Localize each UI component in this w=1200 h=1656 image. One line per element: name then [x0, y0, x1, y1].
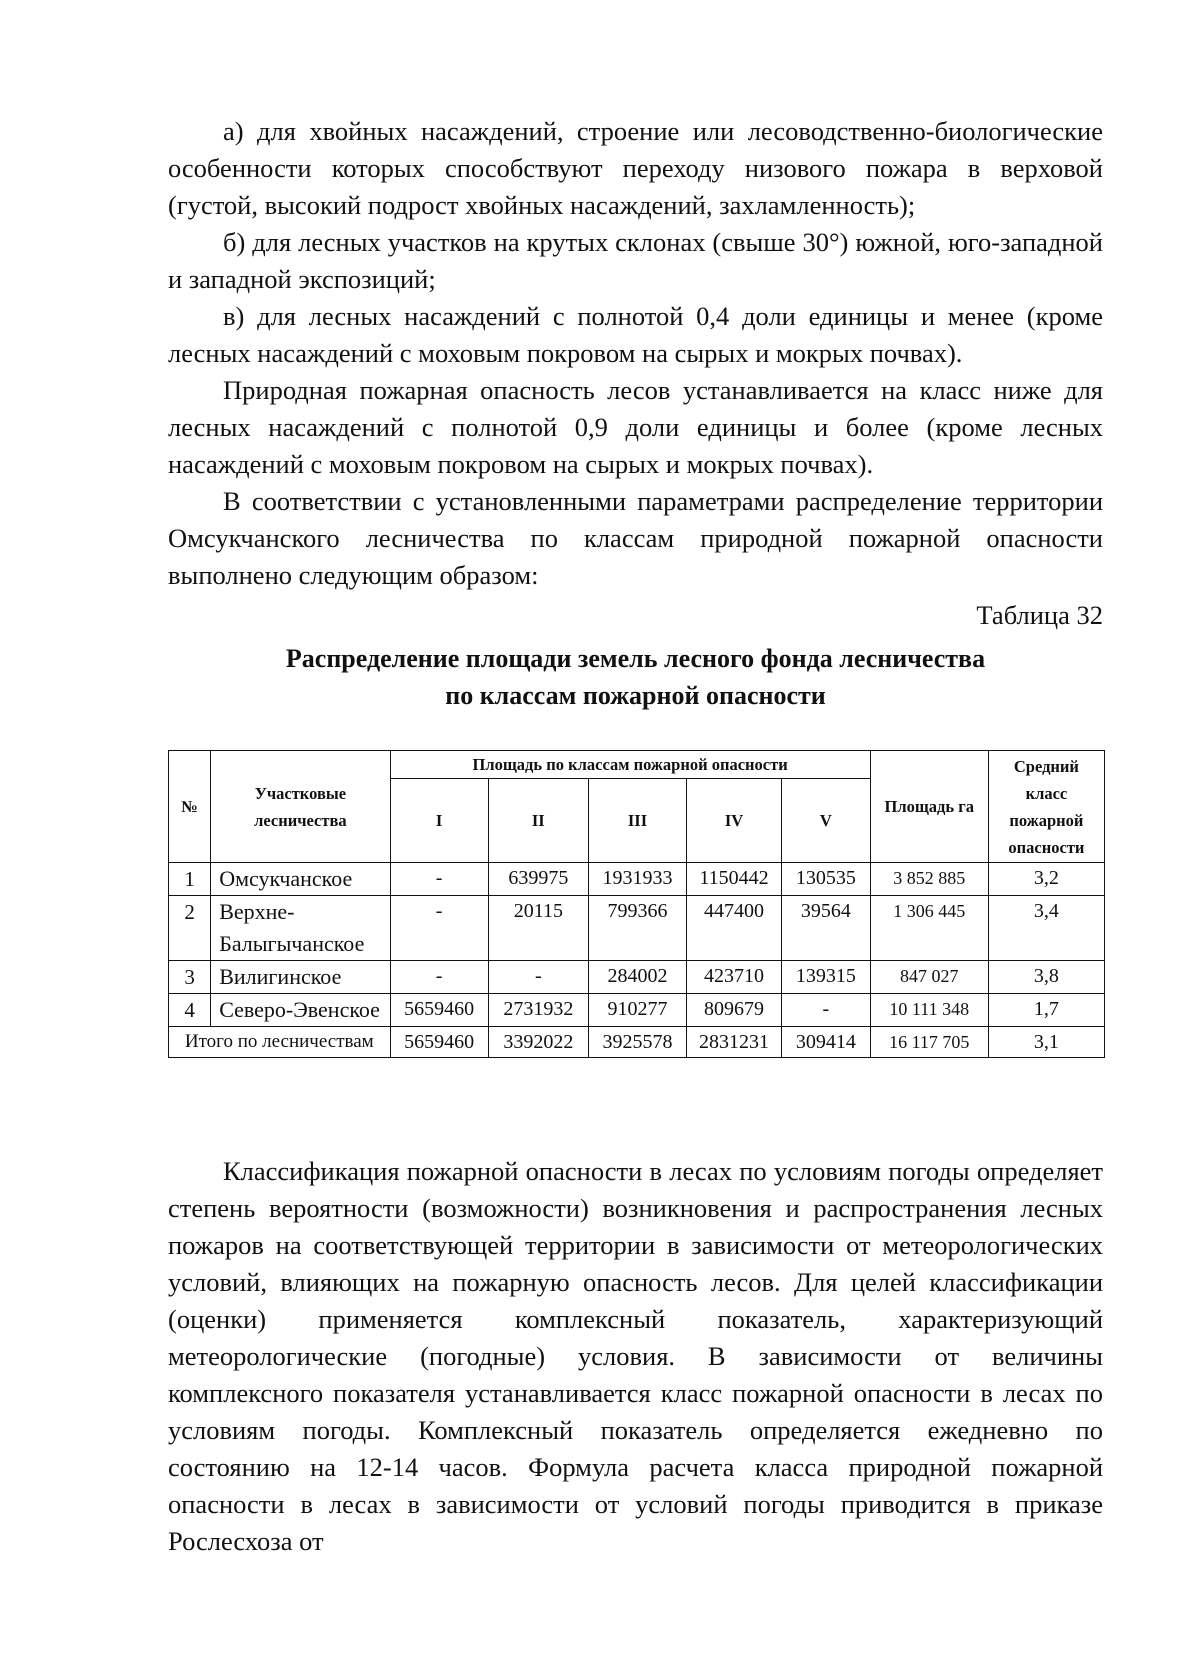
cell-avg: 3,2 — [988, 863, 1104, 896]
header-area: Площадь га — [870, 751, 988, 863]
cell-num: 2 — [169, 896, 211, 961]
header-class-5: V — [782, 779, 871, 863]
cell-class-5: 130535 — [782, 863, 871, 896]
cell-area: 847 027 — [870, 961, 988, 994]
table-row — [169, 896, 1105, 961]
cell-class-3: 799366 — [588, 896, 686, 961]
cell-class-5: - — [782, 994, 871, 1027]
paragraph-e: В соответствии с установленными параметрами распределение территории Омсукчанского лесничества по классам природной пожарной опасности выполнено следующим образом: — [168, 486, 1103, 590]
cell-class-1: 5659460 — [390, 994, 488, 1027]
cell-class-4: 1150442 — [687, 863, 782, 896]
table-row — [169, 961, 1105, 994]
paragraph-d: Природная пожарная опасность лесов устанавливается на класс ниже для лесных насаждений с полнотой 0,9 доли единицы и более (кроме лесных насаждений с моховым покровом на сырых и мокрых почвах). — [168, 375, 1103, 479]
cell-class-1: - — [390, 896, 488, 961]
cell-class-5: 39564 — [782, 896, 871, 961]
total-class-5: 309414 — [782, 1027, 871, 1058]
cell-num: 3 — [169, 961, 211, 994]
total-label: Итого по лесничествам — [169, 1027, 391, 1058]
cell-class-4: 809679 — [687, 994, 782, 1027]
table-header-row-1 — [169, 751, 1105, 779]
cell-class-2: 20115 — [488, 896, 588, 961]
cell-class-1: - — [390, 961, 488, 994]
header-avg: Средний класс пожарной опасности — [988, 751, 1104, 863]
total-class-3: 3925578 — [588, 1027, 686, 1058]
header-class-1: I — [390, 779, 488, 863]
cell-class-2: 2731932 — [488, 994, 588, 1027]
table-number: Таблица 32 — [976, 600, 1103, 630]
table-row — [169, 863, 1105, 896]
closing-paragraph-block — [168, 1153, 1103, 1560]
header-classes-group: Площадь по классам пожарной опасности — [390, 751, 870, 779]
cell-class-3: 1931933 — [588, 863, 686, 896]
cell-class-1: - — [390, 863, 488, 896]
paragraph-b: б) для лесных участков на крутых склонах (свыше 30°) южной, юго-западной и западной экспозиций; — [168, 227, 1103, 294]
total-class-1: 5659460 — [390, 1027, 488, 1058]
cell-class-4: 447400 — [687, 896, 782, 961]
cell-area: 10 111 348 — [870, 994, 988, 1027]
header-class-3: III — [588, 779, 686, 863]
total-area: 16 117 705 — [870, 1027, 988, 1058]
cell-name: Омсукчанское — [211, 863, 390, 896]
total-class-2: 3392022 — [488, 1027, 588, 1058]
table-total-row — [169, 1027, 1105, 1058]
table-title-line-2: по классам пожарной опасности — [445, 681, 826, 710]
cell-avg: 3,8 — [988, 961, 1104, 994]
header-name: Участковые лесничества — [211, 751, 390, 863]
cell-avg: 1,7 — [988, 994, 1104, 1027]
table-title — [168, 640, 1103, 714]
cell-area: 1 306 445 — [870, 896, 988, 961]
total-avg: 3,1 — [988, 1027, 1104, 1058]
header-class-2: II — [488, 779, 588, 863]
cell-class-2: - — [488, 961, 588, 994]
cell-class-3: 910277 — [588, 994, 686, 1027]
paragraph-c: в) для лесных насаждений с полнотой 0,4 доли единицы и менее (кроме лесных насаждений с моховым покровом на сырых и мокрых почвах). — [168, 301, 1103, 368]
table-title-line-1: Распределение площади земель лесного фонда лесничества — [285, 644, 986, 673]
paragraph-f: Классификация пожарной опасности в лесах по условиям погоды определяет степень вероятности (возможности) возникновения и распространения лесных пожаров на соответствующей территории в зависимости от метеорологических условий, влияющих на пожарную опасность лесов. Для целей классификации (оценки) применяется комплексный показатель, характеризующий метеорологические (погодные) условия. В зависимости от величины комплексного показателя устанавливается класс пожарной опасности в лесах по условиям погоды. Комплексный показатель определяется ежедневно по состоянию на 12-14 часов. Формула расчета класса природной пожарной опасности в лесах в зависимости от условий погоды приводится в приказе Рослесхоза от — [168, 1156, 1103, 1556]
cell-name: Северо-Эвенское — [211, 994, 390, 1027]
table-row — [169, 994, 1105, 1027]
cell-class-3: 284002 — [588, 961, 686, 994]
cell-num: 1 — [169, 863, 211, 896]
intro-paragraphs — [168, 113, 1103, 594]
fire-class-table — [168, 750, 1105, 1058]
cell-area: 3 852 885 — [870, 863, 988, 896]
header-class-4: IV — [687, 779, 782, 863]
cell-class-2: 639975 — [488, 863, 588, 896]
paragraph-a: а) для хвойных насаждений, строение или лесоводственно-биологические особенности которых способствуют переходу низового пожара в верховой (густой, высокий подрост хвойных насаждений, захламленность); — [168, 116, 1103, 220]
cell-class-4: 423710 — [687, 961, 782, 994]
header-num: № — [169, 751, 211, 863]
cell-avg: 3,4 — [988, 896, 1104, 961]
cell-name: Верхне-Балыгычанское — [211, 896, 390, 961]
cell-name: Вилигинское — [211, 961, 390, 994]
cell-num: 4 — [169, 994, 211, 1027]
cell-class-5: 139315 — [782, 961, 871, 994]
total-class-4: 2831231 — [687, 1027, 782, 1058]
